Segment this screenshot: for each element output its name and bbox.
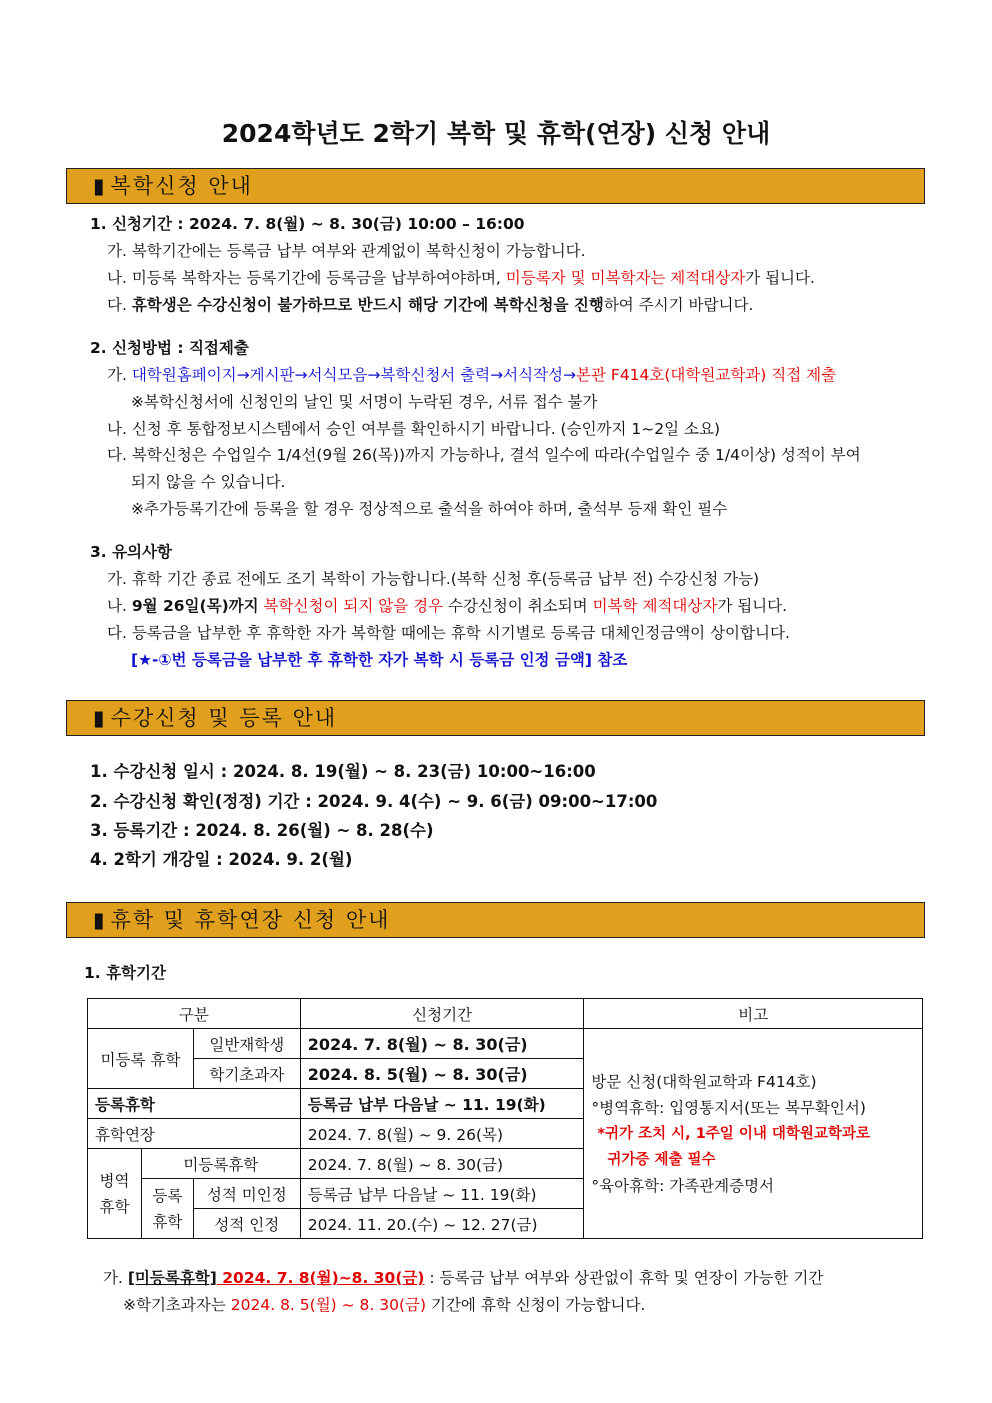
military-reg-label [141, 1179, 193, 1239]
leave-period-table [87, 998, 923, 1239]
highlight-text: 미등록자 및 미복학자는 제적대상자 [505, 269, 746, 287]
return-item-b2: 나. 신청 후 통합정보시스템에서 승인 여부를 확인하시기 바랍니다. (승인까지 1~2일 소요) [107, 420, 721, 438]
return-reference: [★-①번 등록금을 납부한 후 휴학한 자가 복학 시 등록금 인정 금액] 참조 [131, 651, 628, 669]
text: 가. [103, 1269, 128, 1287]
label-line: 휴학 [152, 1212, 183, 1231]
page-title: 2024학년도 2학기 복학 및 휴학(연장) 신청 안내 [221, 119, 771, 148]
label-line: 등록 [152, 1186, 183, 1205]
band-title: 복학신청 안내 [110, 174, 253, 198]
bold-text: [미등록휴학] [127, 1269, 217, 1287]
note-line: °병역휴학: 입영통지서(또는 복무확인서) [591, 1098, 866, 1117]
return-method-heading: 2. 신청방법 : 직접제출 [90, 339, 249, 357]
label-line: 휴학 [99, 1197, 130, 1216]
reg-leave-period: 등록금 납부 다음날 ~ 11. 19(화) [300, 1089, 584, 1119]
bold-text: 9월 26일(목)까지 [131, 597, 259, 615]
return-item-c2: 다. 복학신청은 수업일수 1/4선(9월 26(목))까지 가능하나, 결석 일수에 따라(수업일수 중 1/4이상) 성적이 부여 [107, 446, 861, 464]
band-marker: ▮ [93, 908, 107, 932]
ext-leave-label: 휴학연장 [88, 1119, 301, 1149]
band-marker: ▮ [93, 174, 107, 198]
general-student-label: 일반재학생 [193, 1029, 300, 1059]
exceed-student-period: 2024. 8. 5(월) ~ 8. 30(금) [300, 1059, 584, 1089]
course-item: 1. 수강신청 일시 : 2024. 8. 19(월) ~ 8. 23(금) 10:00~16:00 [90, 762, 596, 781]
return-item-c1 [107, 294, 753, 316]
course-item: 4. 2학기 개강일 : 2024. 9. 2(월) [90, 850, 353, 869]
highlight-text: 2024. 7. 8(월)~8. 30(금) [216, 1269, 425, 1287]
text: 나. [107, 597, 132, 615]
note-line: 방문 신청(대학원교학과 F414호) [591, 1072, 817, 1091]
leave-footnote-a [103, 1267, 823, 1289]
text: 다. [107, 296, 132, 314]
text: 수강신청이 취소되며 [443, 597, 593, 615]
return-item-c3: 다. 등록금을 납부한 후 휴학한 자가 복학할 때에는 휴학 시기별로 등록금 대체인정금액이 상이합니다. [107, 624, 790, 642]
return-item-c2-cont: 되지 않을 수 있습니다. [131, 473, 286, 491]
text: 기간에 휴학 신청이 가능합니다. [426, 1296, 646, 1314]
leave-footnote-b [123, 1294, 645, 1316]
text: 가 됩니다. [717, 597, 788, 615]
text: 하여 주시기 바랍니다. [603, 296, 754, 314]
text: : 등록금 납부 여부와 상관없이 휴학 및 연장이 가능한 기간 [424, 1269, 824, 1287]
return-item-b3 [107, 595, 787, 617]
return-item-a3: 가. 휴학 기간 종료 전에도 조기 복학이 가능합니다.(복학 신청 후(등록금 납부 전) 수강신청 가능) [107, 570, 760, 588]
military-leave-label [88, 1149, 142, 1239]
table-header-row [88, 999, 923, 1029]
military-unreg-period: 2024. 7. 8(월) ~ 8. 30(금) [300, 1149, 584, 1179]
label-line: 병역 [99, 1171, 130, 1190]
grade-not-recognized-label: 성적 미인정 [193, 1179, 300, 1209]
leave-period-heading: 1. 휴학기간 [84, 964, 166, 982]
return-item-b1 [107, 267, 815, 289]
general-student-period: 2024. 7. 8(월) ~ 8. 30(금) [300, 1029, 584, 1059]
unreg-leave-label: 미등록 휴학 [88, 1029, 194, 1089]
highlight-text: 본관 F414호(대학원교학과) 직접 제출 [576, 366, 837, 384]
note-line: °육아휴학: 가족관계증명서 [591, 1176, 775, 1195]
course-item: 3. 등록기간 : 2024. 8. 26(월) ~ 8. 28(수) [90, 821, 434, 840]
note-line: 귀가증 제출 필수 [607, 1151, 716, 1168]
note-line: *귀가 조치 시, 1주일 이내 대학원교학과로 [597, 1125, 870, 1142]
return-note-a2: ※복학신청서에 신청인의 날인 및 서명이 누락된 경우, 서류 접수 불가 [131, 393, 598, 411]
text: 나. 미등록 복학자는 등록기간에 등록금을 납부하여야하며, [107, 269, 506, 287]
bold-text: 휴학생은 수강신청이 불가하므로 반드시 해당 기간에 복학신청을 진행 [131, 296, 604, 314]
text: ※학기초과자는 [123, 1296, 231, 1314]
path-text: 대학원홈페이지→게시판→서식모음→복학신청서 출력→서식작성→ [131, 366, 577, 384]
section-band-return [66, 168, 925, 204]
exceed-student-label: 학기초과자 [193, 1059, 300, 1089]
header-category: 구분 [88, 999, 301, 1029]
table-row [88, 1029, 923, 1059]
header-period: 신청기간 [300, 999, 584, 1029]
reg-leave-label: 등록휴학 [88, 1089, 301, 1119]
highlight-text: 복학신청이 되지 않을 경우 [258, 597, 444, 615]
highlight-text: 2024. 8. 5(월) ~ 8. 30(금) [230, 1296, 427, 1314]
grade-recognized-label: 성적 인정 [193, 1209, 300, 1239]
text: 가. [107, 366, 132, 384]
section-band-leave [66, 902, 925, 938]
return-period-heading: 1. 신청기간 : 2024. 7. 8(월) ~ 8. 30(금) 10:00 – 16:00 [90, 215, 525, 233]
band-title: 휴학 및 휴학연장 신청 안내 [110, 908, 391, 932]
ext-leave-period: 2024. 7. 8(월) ~ 9. 26(목) [300, 1119, 584, 1149]
grade-recognized-period: 2024. 11. 20.(수) ~ 12. 27(금) [300, 1209, 584, 1239]
return-item-a1: 가. 복학기간에는 등록금 납부 여부와 관계없이 복학신청이 가능합니다. [107, 242, 586, 260]
military-unreg-label: 미등록휴학 [141, 1149, 300, 1179]
section-band-course [66, 700, 925, 736]
band-marker: ▮ [93, 706, 107, 730]
text: 가 됩니다. [745, 269, 815, 287]
grade-not-recognized-period: 등록금 납부 다음날 ~ 11. 19(화) [300, 1179, 584, 1209]
course-item: 2. 수강신청 확인(정정) 기간 : 2024. 9. 4(수) ~ 9. 6(금) 09:00~17:00 [90, 792, 658, 811]
band-title: 수강신청 및 등록 안내 [110, 706, 338, 730]
return-caution-heading: 3. 유의사항 [90, 543, 172, 561]
highlight-text: 미복학 제적대상자 [592, 597, 718, 615]
return-item-a2 [107, 364, 836, 386]
return-note-c2: ※추가등록기간에 등록을 할 경우 정상적으로 출석을 하여야 하며, 출석부 등재 확인 필수 [131, 500, 728, 518]
table-note-cell [584, 1029, 923, 1239]
header-note: 비고 [584, 999, 923, 1029]
